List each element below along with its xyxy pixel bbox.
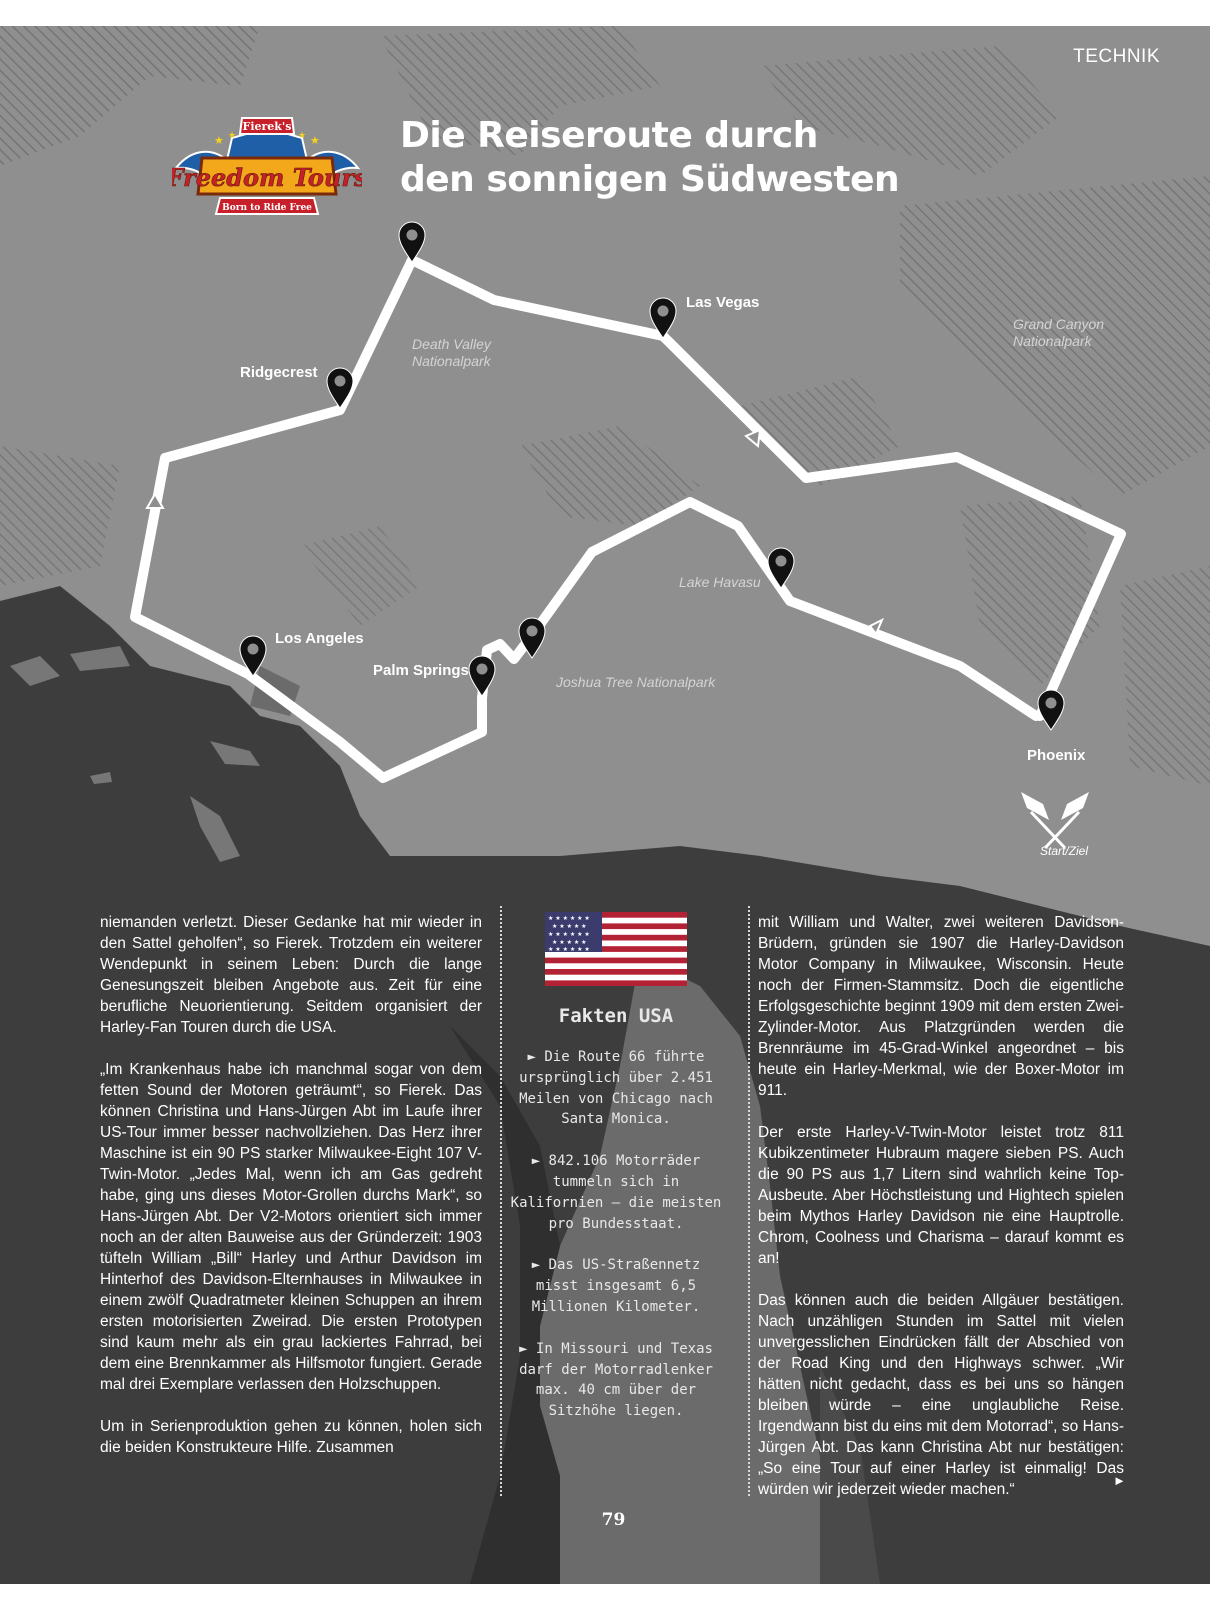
map-pin-icon [399, 222, 425, 262]
fact-item: ► 842.106 Motorräder tummeln sich in Kalifornien – die meisten pro Bundesstaat. [510, 1153, 722, 1232]
article-paragraph: Der erste Harley-V-Twin-Motor leistet trotz 811 Kubikzentimeter Hubraum magere sieben PS. Auch die 90 PS aus 1,7 Litern sind wahrlich keine Top-Ausbeute. Aber Höchstleistung und Hightech spielen beim Mythos Harley Davidson nie eine Hauptrolle. Chrom, Coolness und Charisma – darauf kommt es an! [758, 1124, 1124, 1267]
park-label-line: Nationalpark [412, 353, 491, 369]
fact-item: ► Das US-Straßennetz misst insgesamt 6,5 Millionen Kilometer. [531, 1257, 701, 1315]
fact-item: ► Die Route 66 führte ursprünglich über 2.451 Meilen von Chicago nach Santa Monica. [519, 1049, 713, 1128]
map-pin-icon [469, 656, 495, 696]
svg-text:★: ★ [310, 135, 320, 147]
route-line [135, 260, 1121, 778]
park-label-line: Death Valley [412, 336, 491, 352]
city-label-phoenix: Phoenix [1027, 747, 1086, 764]
svg-text:★ ★ ★ ★ ★ ★: ★ ★ ★ ★ ★ ★ [548, 946, 590, 953]
city-label-ridgecrest: Ridgecrest [240, 364, 318, 381]
end-marker-icon: ► [1113, 1473, 1126, 1488]
city-label-las-vegas: Las Vegas [686, 294, 760, 311]
park-label-joshua-tree: Joshua Tree Nationalpark [556, 674, 716, 690]
logo-top-text: Fierek's [242, 120, 292, 133]
column-divider [500, 906, 502, 1496]
article-paragraph: mit William und Walter, zwei weiteren Davidson-Brüdern, gründen sie 1907 die Harley-Davidson Motor Company in Milwaukee, Wisconsin. Heute noch der Firmen-Stammsitz. Doch die eigentliche Erfolgsgeschichte beginnt 1909 mit dem ersten Zwei-Zylinder-Motor. Aus Platzgründen werden die Brennräume im 45-Grad-Winkel angeordnet – bis heute ein Harley-Merkmal, wie der Boxer-Motor im 911. [758, 914, 1124, 1099]
fact-item: ► In Missouri und Texas darf der Motorradlenker max. 40 cm über der Sitzhöhe liegen. [519, 1340, 713, 1420]
magazine-page [0, 26, 1210, 1584]
direction-arrow-icon [746, 430, 760, 446]
article-paragraph: Das können auch die beiden Allgäuer bestätigen. Nach unzähligen Stunden im Sattel mit vielen unvergesslichen Eindrücken fällt der Abschied von der Road King und den Highways schwer. „Wir hätten nicht gedacht, dass es bei uns so hängen bleiben würde – eine unglaubliche Reise. Irgendwann bist du eins mit dem Motorrad“, so Hans-Jürgen Abt. Das kann Christina Abt nur bestätigen: „So eine Tour auf einer Harley ist einmalig! Das würden wir jederzeit wieder machen.“ [758, 1292, 1124, 1498]
city-label-palm-springs: Palm Springs [373, 662, 469, 679]
page-number: 79 [601, 1510, 626, 1530]
article-paragraph: Um in Serienproduktion gehen zu können, holen sich die beiden Konstrukteure Hilfe. Zusammen [100, 1418, 482, 1456]
svg-text:★ ★ ★ ★ ★: ★ ★ ★ ★ ★ [552, 923, 587, 930]
park-label-death-valley [412, 336, 491, 370]
facts-box [510, 912, 722, 1443]
svg-text:★: ★ [298, 130, 307, 140]
city-label-los-angeles: Los Angeles [275, 630, 364, 647]
svg-text:★: ★ [228, 130, 237, 140]
park-label-grand-canyon [1013, 316, 1104, 350]
article-column-right [758, 912, 1124, 1521]
column-divider [748, 906, 750, 1496]
svg-text:★: ★ [214, 135, 224, 147]
checkered-flags-icon [1021, 792, 1089, 848]
title-line-1: Die Reiseroute durch [400, 115, 818, 156]
svg-text:★ ★ ★ ★ ★ ★: ★ ★ ★ ★ ★ ★ [548, 915, 590, 922]
article-paragraph: „Im Krankenhaus habe ich manchmal sogar von dem fetten Sound der Motoren geträumt“, so Fierek. Das können Christina und Hans-Jürgen Abt im Laufe ihrer US-Tour immer besser nachvollziehen. Das Herz ihrer Maschine ist ein 90 PS starker Milwaukee-Eight 107 V-Twin-Motor. „Jedes Mal, wenn ich am Gas gedreht habe, ging uns dieses Motor-Grollen durchs Mark“, so Hans-Jürgen Abt. Der V2-Motors orientiert sich immer noch an der alten Bauweise aus der Gründerzeit: 1903 tüfteln William „Bill“ Harley und Arthur Davidson im Hinterhof des Davidson-Elternhauses in Milwaukee in einem zwölf Quadratmeter kleinen Schuppen an ihrem ersten motorisierten Zweirad. Die ersten Prototypen sind kaum mehr als ein grau lackiertes Fahrrad, bei dem eine Brennkammer als Hilfsmotor fungiert. Gerade mal drei Exemplare verlassen den Holzschuppen. [100, 1061, 482, 1393]
park-label-lake-havasu: Lake Havasu [679, 574, 761, 590]
logo-main-text: Freedom Tours [172, 163, 362, 192]
logo-bottom-text: Born to Ride Free [222, 203, 312, 213]
title-line-2: den sonnigen Südwesten [400, 159, 900, 200]
svg-text:★ ★ ★ ★ ★: ★ ★ ★ ★ ★ [552, 939, 587, 946]
section-label: TECHNIK [1073, 46, 1160, 67]
article-column-left [100, 912, 482, 1479]
facts-title: Fakten USA [558, 1005, 674, 1027]
map-pin-icon [1038, 690, 1064, 730]
start-finish-label: Start/Ziel [1040, 844, 1089, 858]
usa-flag-icon [545, 912, 687, 986]
park-label-line: Grand Canyon [1013, 316, 1105, 332]
article-paragraph: niemanden verletzt. Dieser Gedanke hat mir wieder in den Sattel geholfen“, so Fierek. Trotzdem ein weiterer Wendepunkt in seinem Leben: Durch die lange Genesungszeit bleiben Angebote aus. Zeit für eine berufliche Neuorientierung. Seitdem organisiert der Harley-Fan Touren durch die USA. [100, 914, 482, 1036]
svg-text:★ ★ ★ ★ ★ ★: ★ ★ ★ ★ ★ ★ [548, 931, 590, 938]
park-label-line: Nationalpark [1013, 333, 1092, 349]
